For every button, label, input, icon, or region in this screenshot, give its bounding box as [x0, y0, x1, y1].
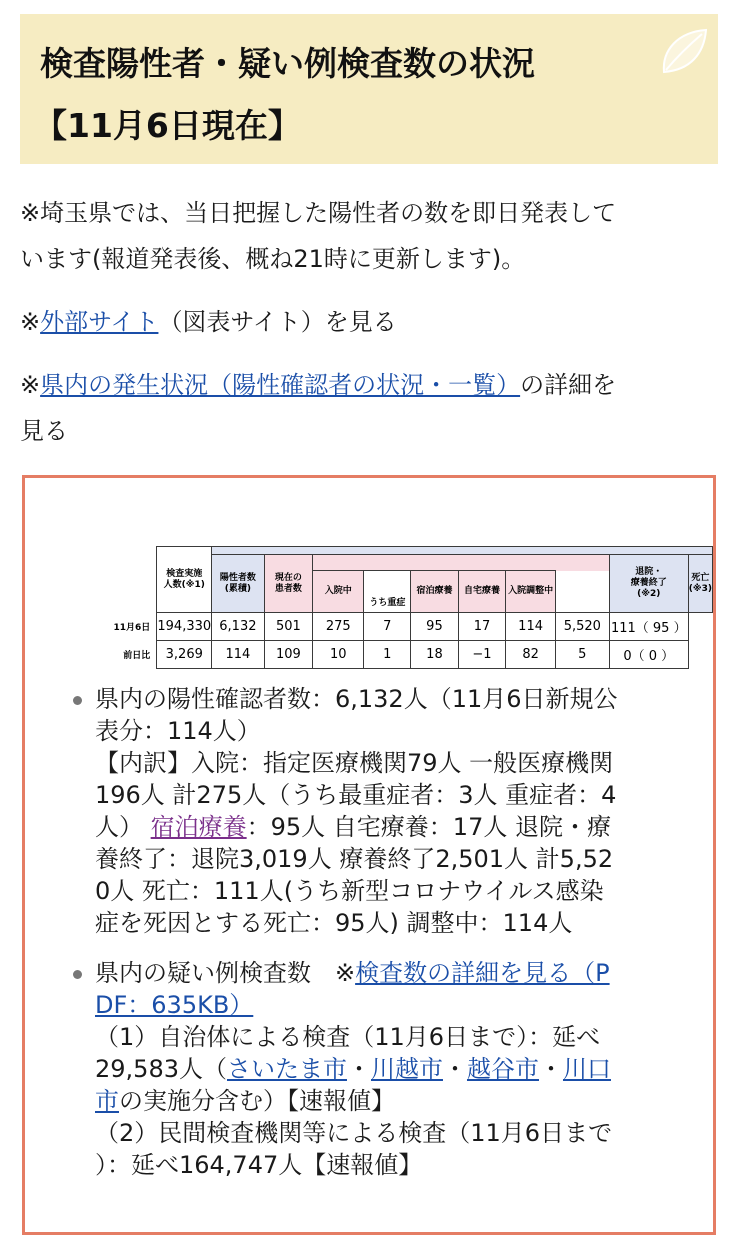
- intro-text-line1: ※埼玉県では、当日把握した陽性者の数を即日発表して: [20, 199, 617, 227]
- status-detail-line2: 見る: [20, 417, 68, 445]
- header-home: 自宅療養: [458, 571, 506, 613]
- header-tests: 検査実施 人数(※1): [157, 547, 212, 613]
- table-cell: 95: [411, 613, 458, 641]
- lodging-link[interactable]: 宿泊療養: [150, 813, 247, 841]
- table-cell: 7: [364, 613, 411, 641]
- leaf-icon: [654, 24, 712, 82]
- bullet-icon: [73, 696, 82, 705]
- table-cell: −1: [458, 641, 506, 669]
- table-cell: 17: [458, 613, 506, 641]
- row-label: 前日比: [123, 651, 151, 661]
- status-detail-link[interactable]: 県内の発生状況（陽性確認者の状況・一覧）: [40, 371, 521, 399]
- table-cell: 194,330: [157, 613, 212, 641]
- intro-text-line2: います(報道発表後、概ね21時に更新します)。: [20, 245, 526, 273]
- header-adjusting: 入院調整中: [506, 571, 555, 613]
- saitama-city-link[interactable]: さいたま市: [226, 1055, 347, 1083]
- table-cell: 114: [212, 641, 264, 669]
- list-item-positive-count: 県内の陽性確認者数：6,132人（11月6日新規公 表分：114人） 【内訳】入院：指定医療機関79人 一般医療機関 196人 計275人（うち最重症者：3人 重症者：4 人） 宿泊療養：95人 自宅療養：17人 退院・療 養終了：退院3,019人 療養終了2,501人 計5,52 0人 死亡：111人(うち新型コロナウイルス感染 症を死因とする死亡：95人) 調整中：114人: [73, 683, 703, 939]
- page-title-date: 【11月6日現在】: [34, 106, 301, 145]
- test-details-pdf-link-cont[interactable]: DF：635KB）: [95, 991, 254, 1019]
- table-cell: 3,269: [157, 641, 212, 669]
- table-cell: 1: [364, 641, 411, 669]
- table-cell: 0（ 0 ）: [609, 641, 688, 669]
- bullet-icon: [73, 970, 82, 979]
- kawaguchi-city-link-cont[interactable]: 市: [95, 1087, 119, 1115]
- table-cell: 501: [264, 613, 313, 641]
- table-cell: 109: [264, 641, 313, 669]
- koshigaya-city-link[interactable]: 越谷市: [466, 1055, 539, 1083]
- page-title-banner: [20, 14, 718, 164]
- page-title: 検査陽性者・疑い例検査数の状況: [40, 44, 535, 83]
- table-cell: 82: [506, 641, 555, 669]
- table-cell: 18: [411, 641, 458, 669]
- table-row: [100, 641, 713, 669]
- table-cell: 114: [506, 613, 555, 641]
- kawagoe-city-link[interactable]: 川越市: [370, 1055, 443, 1083]
- test-details-pdf-link[interactable]: 検査数の詳細を見る（P: [355, 959, 610, 987]
- external-site-link[interactable]: 外部サイト: [40, 308, 159, 336]
- summary-list: [73, 683, 703, 1181]
- table-cell: 5,520: [555, 613, 609, 641]
- header-deaths: 死亡(※3): [688, 555, 712, 613]
- table-row: [100, 613, 713, 641]
- header-hospitalized: 入院中: [313, 571, 364, 613]
- table-cell: 10: [313, 641, 364, 669]
- stats-table: [100, 546, 713, 669]
- header-current-patients: 現在の 患者数: [264, 555, 313, 613]
- kawaguchi-city-link[interactable]: 川口: [562, 1055, 611, 1083]
- external-site-line: ※外部サイト（図表サイト）を見る: [20, 308, 397, 336]
- header-discharged: 退院・ 療養終了 (※2): [609, 555, 688, 613]
- table-cell: 111（ 95 ）: [609, 613, 688, 641]
- row-label: 11月6日: [113, 623, 151, 633]
- stats-panel: [22, 475, 716, 1235]
- table-cell: 6,132: [212, 613, 264, 641]
- table-cell: 275: [313, 613, 364, 641]
- header-lodging: 宿泊療養: [411, 571, 458, 613]
- list-item-suspected-tests: 県内の疑い例検査数 ※検査数の詳細を見る（P DF：635KB） （1）自治体による検査（11月6日まで）：延べ 29,583人（さいたま市・川越市・越谷市・川口 市の実施分含む）【速報値】 （2）民間検査機関等による検査（11月6日まで ）：延べ164,747人【速報値】: [73, 957, 703, 1181]
- header-severe: うち重症: [364, 571, 411, 613]
- table-cell: 5: [555, 641, 609, 669]
- header-positive: 陽性者数 (累積): [212, 555, 264, 613]
- status-detail-line: ※県内の発生状況（陽性確認者の状況・一覧）の詳細を: [20, 371, 617, 399]
